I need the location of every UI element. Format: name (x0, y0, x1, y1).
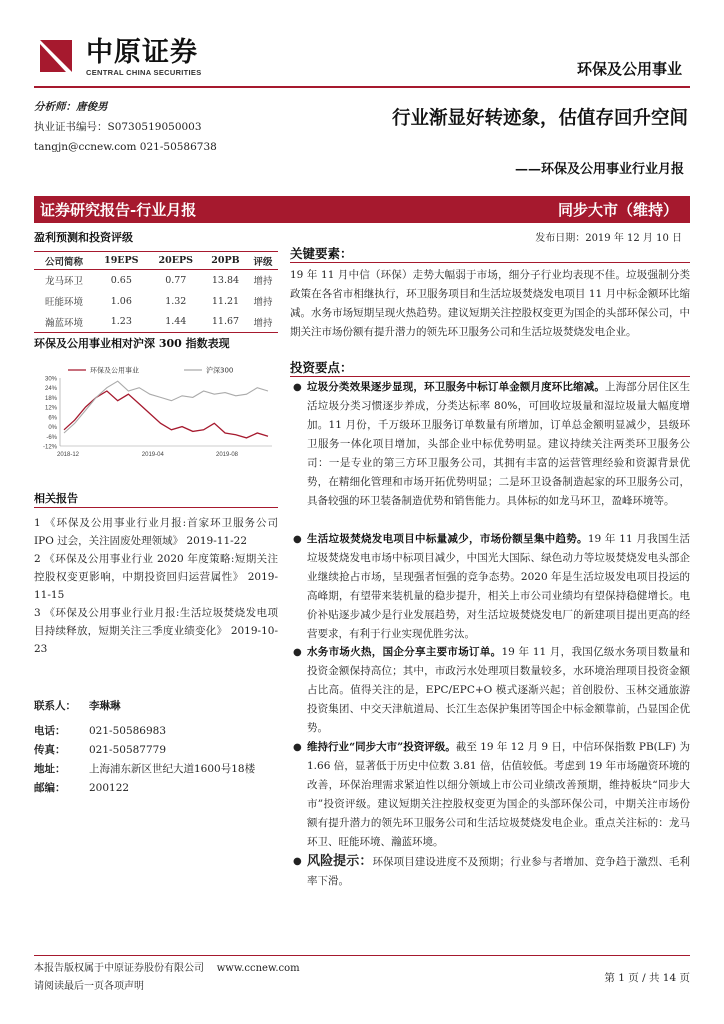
contact-row (34, 722, 278, 741)
key-text: 19 年 11 月中信（环保）走势大幅弱于市场，细分子行业均表现不佳。垃圾强制分类政策在各省市相继执行，环卫服务项目和生活垃圾焚烧发电项目 11 月中标金额环比缩减。水务市场短期呈现火热趋势。建议短期关注控股权变更为国企的头部环保公司，中期关注市场份额有提升潜力的领先环卫服务公司和生活垃圾焚烧发电企业。 (290, 269, 690, 338)
point-2-lead: 生活垃圾焚烧发电项目中标量减少，市场份额呈集中趋势。 (307, 533, 588, 545)
y-tick-label: 0% (48, 425, 57, 432)
report-subtitle: ——环保及公用事业行业月报 (514, 162, 684, 177)
contact-person: 李琳琳 (89, 700, 121, 712)
point-1-lead: 垃圾分类效果逐步显现，环卫服务中标订单金额月度环比缩减。 (307, 381, 605, 393)
point-3-lead: 水务市场火热，国企分享主要市场订单。 (307, 646, 502, 658)
publish-date-label: 发布日期： (535, 233, 586, 244)
publish-date (535, 229, 682, 244)
footer-line-1 (34, 960, 690, 978)
point-item-2 (293, 530, 690, 644)
footer-disclaimer: 请阅读最后一页各项声明 (34, 981, 144, 992)
footer-site-link[interactable]: www.ccnew.com (216, 963, 300, 974)
contact-row (34, 779, 278, 798)
forecast-cell: 增持 (248, 312, 278, 333)
license-number: S0730519050003 (107, 121, 202, 133)
company-logo (38, 38, 228, 78)
y-tick-label: -6% (46, 434, 57, 441)
y-tick-label: -12% (42, 444, 57, 451)
related-report-1[interactable]: 1 《环保及公用事业行业月报:首家环卫服务公司 IPO 过会，关注固废处理领域》 2019-11-22 (34, 517, 278, 547)
report-rating: 同步大市（维持） (557, 201, 678, 219)
analyst-label: 分析师： (34, 101, 76, 113)
report-title: 行业渐显好转迹象，估值存回升空间 (391, 108, 688, 129)
legend-label: 环保及公用事业 (90, 366, 139, 375)
contact-row (34, 741, 278, 760)
forecast-row (34, 270, 278, 291)
contact-rows (34, 722, 278, 798)
forecast-header-row (34, 252, 278, 270)
report-type: 证券研究报告-行业月报 (40, 201, 197, 219)
key-divider (290, 262, 690, 263)
point-2-text: 19 年 11 月我国生活垃圾焚烧发电市场中标项目减少，中国光大国际、绿色动力等垃圾焚烧发电头部企业继续抢占市场，呈现强者恒强的竞争态势。2020 年是生活垃圾发电项目投运的高峰期，有望带来装机量的稳步提升，相关上市公司业绩均有望保持稳健增长。电价补贴逐步减少是行业发展趋势，对生活垃圾焚烧发电厂的新建项目提出更高的经营要求，有利于行业实现优胜劣汰。 (307, 533, 691, 640)
analyst-contact: tangjn@ccnew.com 021-50586738 (34, 141, 217, 153)
point-item-4 (293, 738, 690, 852)
points-heading: 投资要点： (290, 360, 353, 375)
y-tick-label: 18% (44, 395, 57, 402)
forecast-row (34, 291, 278, 312)
page-number: 第 1 页 / 共 14 页 (604, 972, 690, 984)
logo-mark-icon (38, 38, 74, 74)
related-heading: 相关报告 (34, 492, 78, 505)
analyst-info (34, 97, 217, 157)
related-report-3[interactable]: 3 《环保及公用事业行业月报:生活垃圾焚烧发电项目持续释放，短期关注三季度业绩变化》 2019-10-23 (34, 607, 278, 655)
legend-label: 沪深300 (206, 366, 234, 375)
forecast-cell: 1.44 (149, 312, 203, 333)
footer-copyright: 本报告版权属于中原证券股份有限公司 (34, 963, 204, 974)
forecast-col-header: 19EPS (94, 252, 148, 270)
forecast-cell: 增持 (253, 297, 273, 308)
contact-value: 上海浦东新区世纪大道1600号18楼 (89, 763, 256, 775)
bullet-icon: ● (293, 742, 302, 753)
risk-text: 环保项目建设进度不及预期；行业参与者增加、竞争趋于激烈、毛利率下滑。 (307, 856, 690, 887)
forecast-col-header: 评级 (248, 252, 278, 270)
contact-key: 电话： (34, 725, 66, 737)
point-item-3 (293, 643, 690, 738)
forecast-body (34, 270, 278, 333)
point-1-text: 上海部分居住区生活垃圾分类习惯逐步养成，分类达标率 80%，可回收垃圾量和湿垃圾量大幅度增加。11 月份，千万级环卫服务订单数量有所增加，订单总金额明显减少，县级环卫服务一体化项目增加，头部企业中标优势明显。建议持续关注两类环卫服务公司：一是专业的第三方环卫服务公司，其拥有丰富的运营管理经验和资源背景优势，在精细化管理和市场开拓优势明显；二是环卫设备制造起家的环卫服务公司，具备较强的环卫装备制造优势和销售能力。具体标的如龙马环卫，盈峰环境等。 (307, 381, 690, 507)
chart-heading: 环保及公用事业相对沪深 300 指数表现 (34, 337, 230, 350)
license-label: 执业证书编号： (34, 121, 108, 133)
key-heading: 关键要素： (290, 246, 353, 261)
contact-value: 200122 (89, 782, 130, 794)
forecast-col-header: 20EPS (149, 252, 203, 270)
point-item-1 (293, 378, 690, 511)
y-tick-label: 12% (44, 405, 57, 412)
analyst-name: 唐俊男 (76, 101, 108, 113)
forecast-cell: 0.65 (110, 274, 132, 286)
forecast-cell: 瀚蓝环境 (34, 312, 94, 333)
contact-key: 地址： (34, 763, 66, 775)
publish-date-value: 2019 年 12 月 10 日 (585, 233, 682, 244)
performance-chart (34, 360, 278, 460)
contact-block (34, 697, 278, 798)
sector-name: 环保及公用事业 (576, 60, 682, 78)
x-tick-label: 2018-12 (56, 452, 80, 458)
analyst-name-row (34, 97, 217, 117)
points-divider (290, 376, 690, 377)
x-tick-label: 2019-04 (141, 452, 164, 458)
forecast-col-header: 公司简称 (34, 252, 94, 270)
contact-value: 021-50586983 (89, 725, 167, 737)
analyst-license-row (34, 117, 217, 137)
risk-heading: 风险提示： (307, 854, 373, 869)
bullet-icon: ● (293, 647, 302, 658)
forecast-cell: 1.23 (94, 312, 148, 333)
logo-text-cn: 中原证券 (86, 37, 198, 68)
forecast-cell: 龙马环卫 (45, 276, 84, 288)
contact-key: 邮编： (34, 782, 66, 794)
footer-divider (34, 955, 690, 956)
contact-person-label: 联系人： (34, 700, 76, 712)
forecast-cell: 13.84 (211, 274, 240, 286)
footer (34, 960, 690, 996)
risk-block (293, 852, 690, 891)
logo-text-en: CENTRAL CHINA SECURITIES (86, 68, 202, 77)
point-4-text: 截至 19 年 12 月 9 日，中信环保指数 PB(LF) 为 1.66 倍，显著低于历史中位数 3.81 倍，估值较低。考虑到 19 年市场融资环境的改善，环保治理需求紧迫性以细分领域上市公司业绩改善预期，维持板块“同步大市”投资评级。建议短期关注控股权变更为国企的头部环保公司，中期关注市场份额有提升潜力的领先环卫服务公司和生活垃圾焚烧发电企业。重点关注标的：龙马环卫、旺能环境、瀚蓝环境。 (307, 741, 690, 848)
bullet-icon: ● (293, 382, 302, 393)
x-tick-label: 2019-08 (215, 452, 239, 458)
contact-value: 021-50587779 (89, 744, 167, 756)
point-3-text: 19 年 11 月，我国亿级水务项目数量和投资金额保持高位；其中，市政污水处理项目数量较多，水环境治理项目投资金额占比高。值得关注的是，EPC/EPC+O 模式逐渐兴起；首创股份、玉林交通旅游投资集团、中交天津航道局、长江生态保护集团等国企中标金额靠前，凸显国企优势。 (307, 646, 691, 734)
series-line-2 (64, 381, 268, 433)
contact-key: 传真： (34, 744, 66, 756)
forecast-cell: 11.21 (211, 295, 240, 307)
forecast-cell: 11.67 (203, 312, 248, 333)
related-reports (34, 514, 278, 658)
contact-person-row (34, 697, 278, 716)
forecast-cell: 增持 (253, 276, 273, 288)
forecast-table (34, 251, 278, 333)
forecast-cell: 1.32 (165, 295, 187, 307)
forecast-cell: 1.06 (110, 295, 132, 307)
forecast-row (34, 312, 278, 333)
bullet-icon: ● (293, 534, 302, 545)
y-tick-label: 30% (44, 376, 57, 383)
forecast-cell: 旺能环境 (45, 297, 84, 308)
forecast-heading: 盈利预测和投资评级 (34, 231, 133, 244)
y-tick-label: 24% (44, 386, 57, 393)
forecast-col-header: 20PB (203, 252, 248, 270)
y-tick-label: 6% (48, 415, 57, 422)
contact-row (34, 760, 278, 779)
report-banner (34, 196, 690, 223)
point-4-lead: 维持行业“同步大市”投资评级。 (307, 741, 456, 753)
series-line-1 (64, 391, 268, 438)
forecast-cell: 0.77 (165, 274, 187, 286)
related-report-2[interactable]: 2 《环保及公用事业行业 2020 年度策略:短期关注控股权变更影响，中期投资回归运营属性》 2019-11-15 (34, 553, 278, 601)
bullet-icon: ● (293, 856, 302, 867)
related-divider (34, 507, 278, 508)
header-divider (34, 86, 690, 88)
